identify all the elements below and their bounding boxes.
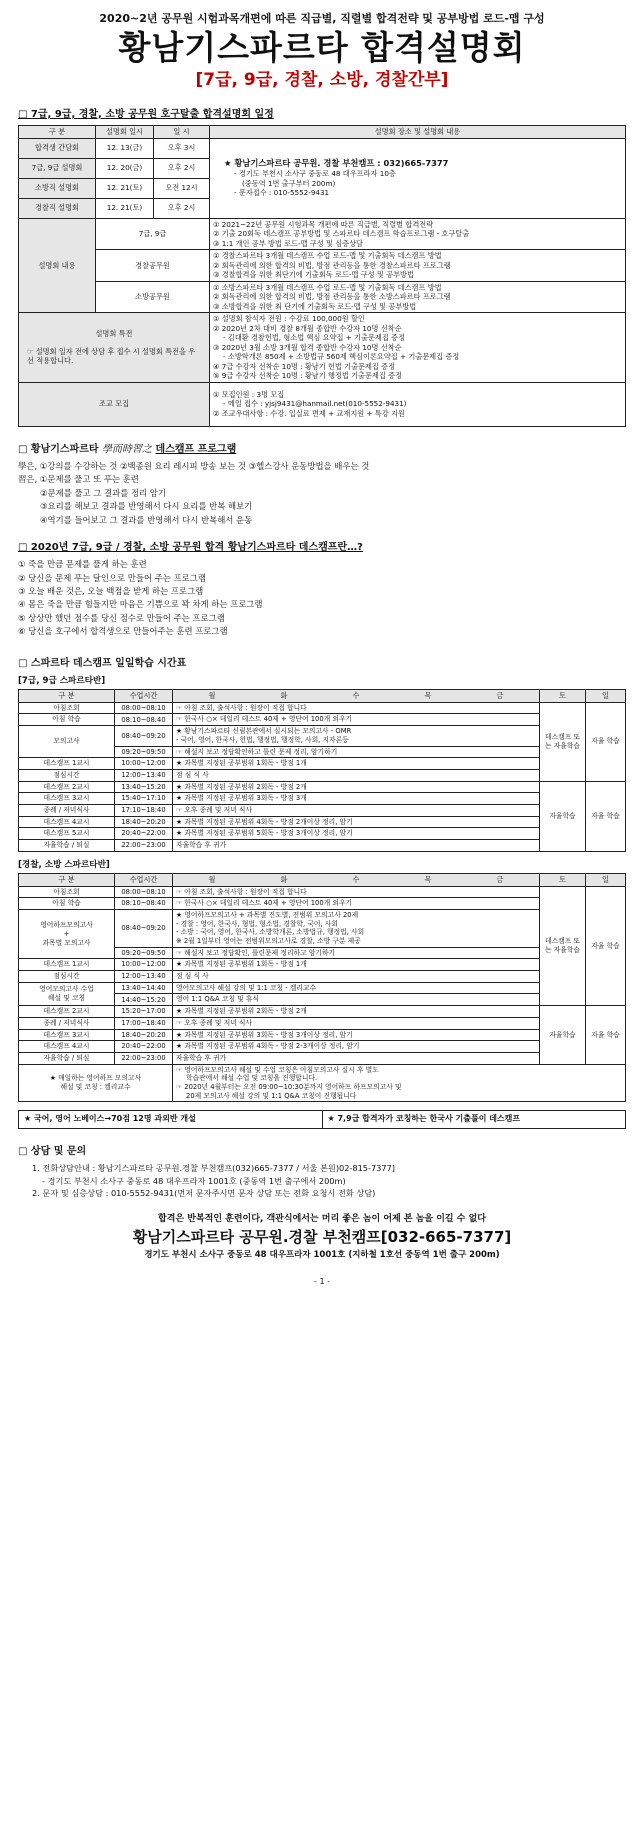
content-sub-label: 7급, 9급 <box>96 218 210 250</box>
deathcamp-list <box>18 558 626 639</box>
tutor-line: ② 조교우대사항 : 수강. 입실료 면제 + 교재지원 + 특강 지원 <box>213 408 405 418</box>
period-time: 20:40~22:00 <box>115 1041 173 1053</box>
schedule-date: 12. 20(금) <box>96 158 154 178</box>
deathcamp-line: ③ 오늘 배운 것은, 오늘 백점을 받게 하는 프로그램 <box>18 586 204 597</box>
content-label: 설명회 내용 <box>19 218 96 313</box>
program-heading <box>18 443 626 456</box>
contact-line: - 경기도 부천시 소사구 중동로 48 대우프라자 1001호 (중동역 1번 출구에서 200m) <box>42 1175 346 1186</box>
day-mon: 월 <box>208 691 216 701</box>
timetable-row <box>19 898 626 910</box>
program-line: 學은, ①강의를 수강하는 것 ②백종원 요리 레시피 방송 보는 것 ③헬스강사 운동방법을 배우는 것 <box>18 460 370 471</box>
tt-col-header: 토 <box>540 874 586 887</box>
day-wed: 수 <box>352 875 360 885</box>
benefit-line: ⑤ 9급 수강자 선착순 10명 : 황남기 행정법 기출문제집 증정 <box>213 371 402 381</box>
schedule-time: 오후 2시 <box>154 158 210 178</box>
deathcamp-line: ④ 몸은 죽을 만큼 힘들지만 마음은 기쁨으로 꽉 차게 하는 프로그램 <box>18 599 263 610</box>
day-thu: 목 <box>424 691 432 701</box>
schedule-type: 소방직 설명회 <box>19 178 96 198</box>
tt-col-header: 구 분 <box>19 690 115 703</box>
period-content: 영어 1:1 Q&A 코칭 및 휴식 <box>173 994 540 1006</box>
program-line: ②문제를 풀고 그 결과를 정리 암기 <box>40 487 166 498</box>
venue-line: ★ 황남기스파르타 공무원. 경찰 부천캠프 : 032)665-7377 <box>224 158 449 169</box>
benefit-line: ① 설명회 참석자 전원 : 수강료 100,000원 할인 <box>213 314 365 324</box>
content-line: ③ 경찰합격을 위한 최단기에 기출회독 로드-맵 구성 및 공부방법 <box>213 270 414 280</box>
col-header: 일 시 <box>154 126 210 139</box>
timetable-row <box>19 781 626 793</box>
content-line: ③ 1:1 개인 공부 방법 로드-맵 구성 및 심층상담 <box>213 238 363 248</box>
timetable-row <box>19 909 626 947</box>
schedule-date: 12. 21(토) <box>96 198 154 218</box>
timetable-row <box>19 758 626 770</box>
tt-col-header: 수업시간 <box>115 874 173 887</box>
day-wed: 수 <box>352 691 360 701</box>
benefit-line: - 김대환 경찰헌법, 형소법 핵심 요약집 + 기출문제집 증정 <box>223 333 405 343</box>
benefit-lines <box>210 313 626 383</box>
timetable-7-9 <box>18 689 626 851</box>
period-content: 영어모의고사 해설 강의 및 1:1 코칭 - 켈리교수 <box>173 982 540 994</box>
period-content: ☞ 해설지 보고 정답확인, 틀린문제 정리하고 암기하기 <box>173 947 540 959</box>
period-content: ☞ 오후 종례 및 저녁 식사 <box>173 804 540 816</box>
timetable-row <box>19 886 626 898</box>
deathcamp-line: ⑥ 당신을 호구에서 합격생으로 만들어주는 훈련 프로그램 <box>18 626 228 637</box>
period-content: ★ 과목별 지정된 공부범위 3회독 - 방점 3개 <box>173 793 540 805</box>
schedule-time: 오후 2시 <box>154 198 210 218</box>
period-time: 17:10~18:40 <box>115 804 173 816</box>
benefit-line: ③ 2020년 3월 소방 3개월 합격 종합반 수강자 10명 선착순 <box>213 342 402 352</box>
timetable-row <box>19 1029 626 1041</box>
period-time: 10:00~12:00 <box>115 959 173 971</box>
closing-campus: 황남기스파르타 공무원.경찰 부천캠프[032-665-7377] <box>132 1228 512 1247</box>
period-content: 점 심 식 사 <box>173 769 540 781</box>
sunday-plan: 자율 학습 <box>586 886 626 1006</box>
period-content: ☞ 아침 조회, 출석사항 : 원장이 직접 합니다 <box>173 886 540 898</box>
timetable-row <box>19 1052 626 1064</box>
program-line: ③요리를 해보고 결과를 반영해서 다시 요리를 반복 해보기 <box>40 501 253 512</box>
period-name: 데스캠프 1교시 <box>19 959 115 971</box>
period-name: 영어하프모의고사 + 과목별 모의고사 <box>19 909 115 958</box>
program-line: 習은, ①문제를 풀고 또 푸는 훈련 <box>18 474 139 485</box>
period-content: ★ 과목별 지정된 공부범위 2회독 - 방점 2개 <box>173 781 540 793</box>
period-content: 점 심 식 사 <box>173 971 540 983</box>
contact-line: 1. 전화상담안내 : 황남기스파르타 공무원.경찰 부천캠프(032)665-7377 / 서울 본원)02-815-7377] <box>32 1163 396 1174</box>
period-content: 자율학습 후 귀가 <box>173 840 540 852</box>
schedule-type: 경찰직 설명회 <box>19 198 96 218</box>
sunday-plan: 자율 학습 <box>586 702 626 781</box>
saturday-plan: 자율학습 <box>540 781 586 851</box>
target-exams: [7급, 9급, 경찰, 소방, 경찰간부] <box>195 70 449 91</box>
special-class-right: ★ 7,9급 합격자가 코칭하는 한국사 기출풀이 데스캠프 <box>322 1111 626 1129</box>
timetable-row <box>19 816 626 828</box>
contact-heading: □ 상담 및 문의 <box>18 1145 87 1157</box>
col-header: 설명회 일시 <box>96 126 154 139</box>
period-name: 영어모의고사 수업 해설 및 코칭 <box>19 982 115 1005</box>
timetable-row <box>19 726 626 746</box>
period-time: 14:40~15:20 <box>115 994 173 1006</box>
note-content: ☞ 영어하프모의고사 해설 및 수업 코칭은 아침모의고사 실시 후 별도 학습관에서 해설 수업 및 코칭을 진행합니다. ☞ 2020년 4월부터는 오전 09:00~10:30분까지 영어하프 하프모의고사 및 20제 모의고사 해설 강의 및 1:1 Q&A 코칭이 진행됩니다 <box>173 1064 626 1102</box>
header-subtitle: 2020~2년 공무원 시험과목개편에 따른 직급별, 직렬별 합격전략 및 공부방법 로드-맵 구성 <box>99 12 545 25</box>
timetable-row <box>19 959 626 971</box>
period-content: ★ 과목별 지정된 공부범위 3회독 - 방점 3개이상 정리, 암기 <box>173 1029 540 1041</box>
period-content: ☞ 한국사 ○× 데일리 테스트 40제 + 영단어 100개 외우기 <box>173 898 540 910</box>
tt-col-header: 일 <box>586 874 626 887</box>
day-fri: 금 <box>496 691 504 701</box>
period-content: 자율학습 후 귀가 <box>173 1052 540 1064</box>
period-time: 20:40~22:00 <box>115 828 173 840</box>
period-name: 아침조회 <box>19 886 115 898</box>
content-lines <box>210 218 626 250</box>
period-name: 데스캠프 2교시 <box>19 1006 115 1018</box>
content-line: ① 소방스파르타 3개월 데스캠프 수업 로드-맵 및 기출회독 데스캠프 방법 <box>213 282 442 292</box>
period-time: 13:40~14:40 <box>115 982 173 994</box>
venue-line: (중동역 1번 출구부터 200m) <box>242 178 336 188</box>
period-content: ★ 황남기스파르타 신림본관에서 실시되는 모의고사 - OMR - 국어, 영어, 한국사, 헌법, 행정법, 행정학, 사회, 지자론등 <box>173 726 540 746</box>
period-name: 데스캠프 4교시 <box>19 1041 115 1053</box>
period-content: ★ 영어하프모의고사 + 과목별 진도별, 전범위 모의고사 20제 - 경찰 : 영어, 한국사, 형법, 형소법, 경찰학, 국어, 사회 - 소방 : 국어, 영어, 한국사, 소방학개론, 소방법규, 행정법, 사회 ※ 2월 1일부터 영어는 전범위모의고사로 경찰, 소방 구분 제공 <box>173 909 540 947</box>
period-time: 08:40~09:20 <box>115 726 173 746</box>
deathcamp-line: ① 죽을 만큼 문제를 풀게 하는 훈련 <box>18 559 147 570</box>
saturday-plan: 데스캠프 또는 자율학습 <box>540 702 586 781</box>
period-name: 데스캠프 5교시 <box>19 828 115 840</box>
timetable-row <box>19 769 626 781</box>
content-sub-label: 소방공무원 <box>96 281 210 313</box>
tt-col-header: 토 <box>540 690 586 703</box>
period-time: 08:40~09:20 <box>115 909 173 947</box>
timetable-row <box>19 982 626 994</box>
deathcamp-line: ⑤ 상상만 했던 점수를 당신 점수로 만들어 주는 프로그램 <box>18 612 225 623</box>
period-content: ★ 과목별 지정된 공부범위 1회독 - 방점 1개 <box>173 959 540 971</box>
tutor-label: 조교 모집 <box>19 382 210 426</box>
closing-slogan: 합격은 반복적인 훈련이다, 객관식에서는 머리 좋은 놈이 어제 본 놈을 이길 수 없다 <box>158 1214 486 1225</box>
deathcamp-line: ② 당신을 문제 푸는 달인으로 만들어 주는 프로그램 <box>18 572 206 583</box>
program-heading-post: 데스캠프 프로그램 <box>155 443 237 455</box>
timetable-row <box>19 793 626 805</box>
period-time: 15:20~17:00 <box>115 1006 173 1018</box>
period-time: 22:00~23:00 <box>115 1052 173 1064</box>
period-time: 12:00~13:40 <box>115 971 173 983</box>
timetable-row <box>19 1006 626 1018</box>
period-name: 데스캠프 1교시 <box>19 758 115 770</box>
period-name: 점심시간 <box>19 769 115 781</box>
program-heading-hanja: 學而時習之 <box>102 443 153 455</box>
day-tue: 화 <box>280 691 288 701</box>
schedule-heading: □ 7급, 9급, 경찰, 소방 공무원 호구탈출 합격설명회 일정 <box>18 108 274 120</box>
saturday-plan: 자율학습 <box>540 1006 586 1064</box>
timetable-1-title: [7급, 9급 스파르타반] <box>18 675 106 686</box>
tutor-lines <box>210 382 626 426</box>
period-content: ★ 과목별 지정된 공부범위 1회독 - 방점 1개 <box>173 758 540 770</box>
period-content: ★ 과목별 지정된 공부범위 5회독 - 방점 3개이상 정리, 암기 <box>173 828 540 840</box>
note-label: ★ 매일하는 영어하프 모의고사 해설 및 코칭 : 켈리교수 <box>19 1064 173 1102</box>
period-name: 데스캠프 3교시 <box>19 1029 115 1041</box>
timetable-note-row <box>19 1064 626 1102</box>
closing-address: 경기도 부천시 소사구 중동로 48 대우프라자 1001호 (지하철 1호선 중동역 1번 출구 200m) <box>144 1249 500 1260</box>
period-time: 18:40~20:20 <box>115 816 173 828</box>
content-lines <box>210 281 626 313</box>
period-time: 09:20~09:50 <box>115 746 173 758</box>
period-name: 아침 학습 <box>19 714 115 726</box>
period-time: 22:00~23:00 <box>115 840 173 852</box>
tutor-line: ① 모집인원 : 3명 모집 <box>213 389 285 399</box>
col-header: 설명회 장소 및 설명회 내용 <box>210 126 626 139</box>
period-name: 아침 학습 <box>19 898 115 910</box>
timetable-row <box>19 840 626 852</box>
period-content: ☞ 한국사 ○× 데일리 테스트 40제 + 영단어 100개 외우기 <box>173 714 540 726</box>
content-line: ② 회독관리에 의한 합격의 비법, 방점 관리등을 통한 소방스파르타 프로그램 <box>213 292 451 302</box>
schedule-table <box>18 125 626 427</box>
tutor-line: - 메일 접수 : yjsj9431@hanmail.net(010-5552-9431) <box>223 399 407 409</box>
tt-col-header: 수업시간 <box>115 690 173 703</box>
timetable-heading: □ 스파르타 데스캠프 일일학습 시간표 <box>18 657 187 669</box>
saturday-plan: 데스캠프 또는 자율학습 <box>540 886 586 1006</box>
program-line: ④역기를 들어보고 그 결과를 반영해서 다시 반복해서 운동 <box>40 514 253 525</box>
deathcamp-heading: □ 2020년 7급, 9급 / 경찰, 소방 공무원 합격 황남기스파르타 데스캠프란…? <box>18 541 363 553</box>
content-line: ① 2021~22년 공무원 시험과목 개편에 따른 직급별, 직렬별 합격전략 <box>213 219 434 229</box>
day-mon: 월 <box>208 875 216 885</box>
day-thu: 목 <box>424 875 432 885</box>
venue-info <box>210 138 626 218</box>
period-name: 자율학습 / 퇴실 <box>19 1052 115 1064</box>
period-time: 08:00~08:10 <box>115 702 173 714</box>
tt-weekday-header <box>173 690 540 703</box>
schedule-type: 7급, 9급 설명회 <box>19 158 96 178</box>
period-content: ★ 과목별 지정된 공부범위 4회독 - 방점 2-3개이상 정리, 암기 <box>173 1041 540 1053</box>
period-name: 종례 / 저녁식사 <box>19 1017 115 1029</box>
page-number: - 1 - <box>314 1277 330 1287</box>
sunday-plan: 자율 학습 <box>586 1006 626 1064</box>
timetable-row <box>19 971 626 983</box>
period-name: 데스캠프 3교시 <box>19 793 115 805</box>
benefit-label: 설명회 특전 <box>95 329 133 339</box>
period-time: 10:00~12:00 <box>115 758 173 770</box>
tt-col-header: 일 <box>586 690 626 703</box>
timetable-police-fire <box>18 873 626 1102</box>
timetable-2-title: [경찰, 소방 스파르타반] <box>18 859 110 870</box>
col-header: 구 분 <box>19 126 96 139</box>
special-class-left: ★ 국어, 영어 노베이스→70점 12명 과외반 개설 <box>19 1111 323 1129</box>
content-line: ③ 소방합격을 위한 최 단기에 기출회독 로드-맵 구성 및 공부방법 <box>213 301 417 311</box>
timetable-row <box>19 828 626 840</box>
period-content: ☞ 오후 종례 및 저녁 식사 <box>173 1017 540 1029</box>
period-time: 09:20~09:50 <box>115 947 173 959</box>
special-classes <box>18 1110 626 1129</box>
period-time: 13:40~15:20 <box>115 781 173 793</box>
content-lines <box>210 250 626 282</box>
contact-info <box>18 1162 626 1200</box>
schedule-time: 오전 12시 <box>154 178 210 198</box>
period-content: ☞ 해설지 보고 정답확인하고 틀린 문제 정리, 암기하기 <box>173 746 540 758</box>
tt-col-header: 구 분 <box>19 874 115 887</box>
content-line: ② 기출 20회독 데스캠프 공부방법 및 스파르타 데스캠프 학습프로그램 - 호구탈출 <box>213 229 470 239</box>
period-name: 자율학습 / 퇴실 <box>19 840 115 852</box>
timetable-row <box>19 714 626 726</box>
period-name: 점심시간 <box>19 971 115 983</box>
period-name: 모의고사 <box>19 726 115 758</box>
period-time: 08:10~08:40 <box>115 898 173 910</box>
benefit-line: ② 2020년 2차 대비 경찰 8개월 종합반 수강자 10명 선착순 <box>213 323 402 333</box>
period-time: 08:10~08:40 <box>115 714 173 726</box>
benefit-line: ④ 7급 수강자 선착순 10명 : 황남기 헌법 기출문제집 증정 <box>213 361 396 371</box>
venue-line: - 문자접수 : 010-5552-9431 <box>234 188 330 198</box>
contact-line: 2. 문자 및 심층상담 : 010-5552-9431(먼저 문자주시면 문자 상담 또는 전화 요청시 전화 상담) <box>32 1188 376 1199</box>
program-list <box>18 460 626 527</box>
benefit-line: - 소방학개론 850제 + 소방법규 560제 핵심이론요약집 + 기출문제집 증정 <box>223 352 460 362</box>
period-time: 18:40~20:20 <box>115 1029 173 1041</box>
content-line: ② 회독관리에 의한 합격의 비법, 방점 관리등을 통한 경찰스파르타 프로그램 <box>213 260 451 270</box>
content-sub-label: 경찰공무원 <box>96 250 210 282</box>
page-title: 황남기스파르타 합격설명회 <box>118 27 526 67</box>
benefit-note: ☞ 설명회 일자 전에 상담 후 접수 시 설명회 특전을 우선 적용합니다. <box>27 346 196 366</box>
period-time: 17:00~18:40 <box>115 1017 173 1029</box>
closing <box>18 1214 626 1261</box>
benefit-cell <box>19 313 210 383</box>
timetable-row <box>19 1041 626 1053</box>
venue-line: - 경기도 부천시 소사구 중동로 48 대우프라자 10층 <box>234 169 396 179</box>
period-content: ☞ 아침 조회, 출석사항 : 원장이 직접 합니다 <box>173 702 540 714</box>
timetable-row <box>19 702 626 714</box>
period-time: 08:00~08:10 <box>115 886 173 898</box>
content-line: ① 경찰스파르타 3개월 데스캠프 수업 로드-맵 및 기출회독 데스캠프 방법 <box>213 251 442 261</box>
schedule-date: 12. 21(토) <box>96 178 154 198</box>
period-name: 데스캠프 2교시 <box>19 781 115 793</box>
schedule-time: 오후 3시 <box>154 138 210 158</box>
timetable-row <box>19 804 626 816</box>
period-name: 종례 / 저녁식사 <box>19 804 115 816</box>
schedule-type: 합격생 간담회 <box>19 138 96 158</box>
timetable-row <box>19 1017 626 1029</box>
period-content: ★ 과목별 지정된 공부범위 4회독 - 방점 2개이상 정리, 암기 <box>173 816 540 828</box>
period-time: 12:00~13:40 <box>115 769 173 781</box>
day-fri: 금 <box>496 875 504 885</box>
period-content: ★ 과목별 지정된 공부범위 2회독 - 방점 2개 <box>173 1006 540 1018</box>
period-name: 아침조회 <box>19 702 115 714</box>
period-name: 데스캠프 4교시 <box>19 816 115 828</box>
sunday-plan: 자율 학습 <box>586 781 626 851</box>
tt-weekday-header <box>173 874 540 887</box>
program-heading-pre: □ 황남기스파르타 <box>18 443 99 455</box>
day-tue: 화 <box>280 875 288 885</box>
schedule-date: 12. 13(금) <box>96 138 154 158</box>
period-time: 15:40~17:10 <box>115 793 173 805</box>
